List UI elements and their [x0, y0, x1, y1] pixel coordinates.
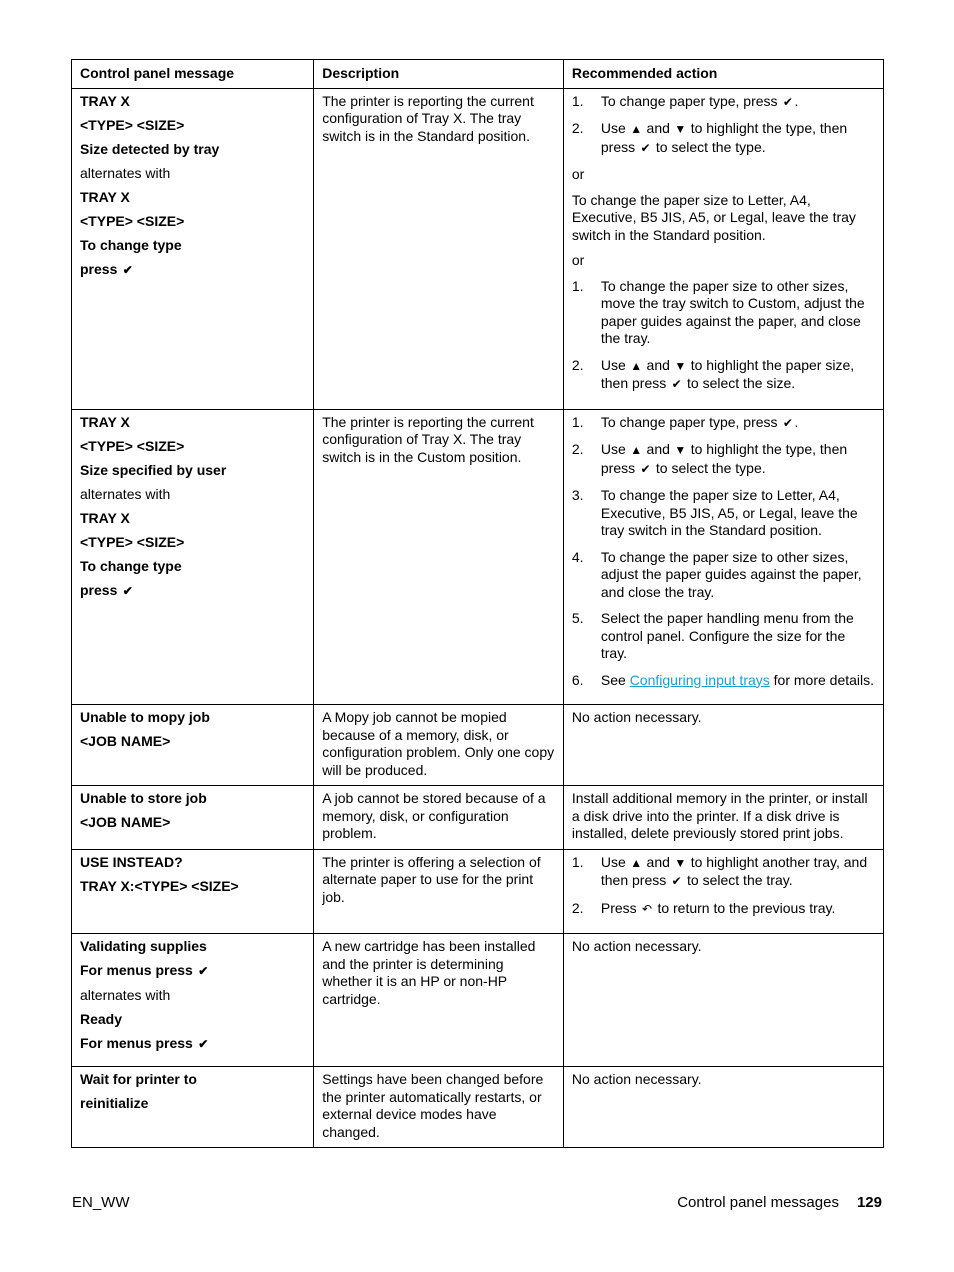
message-cell: [72, 1067, 314, 1148]
message-line: To change type: [80, 236, 182, 253]
description-cell: A Mopy job cannot be mopied because of a memory, disk, or configuration problem. Only one copy will be produced.: [314, 705, 564, 786]
step-text: [601, 900, 875, 919]
header-action: Recommended action: [563, 60, 883, 89]
step-text-part: and: [642, 441, 674, 457]
step-text-part: to highlight another tray, and then press: [600, 853, 868, 888]
message-cell: [72, 849, 314, 934]
step-number: 2.: [571, 441, 584, 457]
action-paragraph: To change the paper size to Letter, A4, Executive, B5 JIS, A5, or Legal, leave the tray switch in the Standard position.: [571, 191, 856, 243]
step-text-part: to highlight the type, then press: [600, 441, 848, 476]
checkmark-icon: ✔: [198, 964, 209, 978]
up-arrow-icon: ▲: [630, 358, 643, 373]
message-line: <TYPE> <SIZE>: [80, 212, 185, 229]
message-line: [80, 582, 305, 600]
message-text: For menus press: [80, 962, 193, 978]
step-number: 2.: [571, 120, 584, 136]
message-text: For menus press: [80, 1035, 193, 1051]
down-arrow-icon: ▼: [674, 855, 687, 870]
message-line: <JOB NAME>: [80, 814, 171, 830]
message-line: Validating supplies: [80, 938, 207, 954]
message-cell: [72, 88, 314, 409]
table-row: [72, 1067, 884, 1148]
header-message: Control panel message: [72, 60, 314, 89]
message-line: reinitialize: [80, 1095, 149, 1111]
step-number: 5.: [571, 610, 584, 626]
configuring-input-trays-link[interactable]: Configuring input trays: [629, 671, 770, 688]
step-text-part: and: [642, 120, 674, 136]
action-paragraph: or: [571, 166, 585, 182]
message-line: Size detected by tray: [80, 140, 220, 157]
message-line: TRAY X: [80, 188, 130, 205]
checkmark-icon: ✔: [640, 461, 651, 476]
message-line: Unable to mopy job: [80, 709, 210, 725]
message-cell: [72, 786, 314, 850]
action-step: [572, 414, 875, 433]
message-line: <TYPE> <SIZE>: [80, 437, 185, 454]
action-cell: [563, 88, 883, 409]
control-panel-messages-table: [71, 59, 884, 1148]
step-number: 6.: [571, 671, 584, 688]
step-text-part: To change paper type, press: [600, 413, 782, 430]
step-text-part: Press: [600, 899, 641, 916]
description-cell: The printer is reporting the current configuration of Tray X. The tray switch is in the Standard position.: [314, 88, 564, 409]
checkmark-icon: ✔: [671, 377, 682, 391]
message-line: <JOB NAME>: [80, 733, 171, 749]
step-number: 2.: [571, 899, 584, 916]
action-step: [572, 120, 875, 157]
description-cell: A new cartridge has been installed and the printer is determining whether it is an HP or non-HP cartridge.: [314, 934, 564, 1067]
step-text: [601, 357, 875, 394]
step-number: 1.: [571, 277, 584, 294]
message-line: [80, 962, 305, 980]
message-line: alternates with: [80, 485, 171, 502]
table-row: [72, 705, 884, 786]
step-text-part: for more details.: [769, 671, 875, 688]
message-line: TRAY X: [80, 509, 130, 526]
table-row: [72, 88, 884, 409]
up-arrow-icon: ▲: [630, 122, 643, 136]
step-text-part: to select the type.: [652, 459, 766, 476]
action-step: [572, 441, 875, 478]
action-step: [572, 672, 875, 690]
message-line: alternates with: [80, 164, 171, 181]
step-text-part: .: [794, 92, 799, 109]
description-cell: A job cannot be stored because of a memory, disk, or configuration problem.: [314, 786, 564, 850]
step-number: 2.: [571, 356, 584, 373]
step-number: 4.: [571, 548, 584, 565]
down-arrow-icon: ▼: [674, 443, 687, 457]
message-line: TRAY X: [80, 92, 130, 109]
action-cell: No action necessary.: [563, 705, 883, 786]
action-cell: [563, 409, 883, 705]
description-cell: The printer is offering a selection of alternate paper to use for the print job.: [314, 849, 564, 934]
checkmark-icon: ✔: [782, 415, 793, 430]
up-arrow-icon: ▲: [630, 855, 643, 870]
page-number: 129: [856, 1194, 882, 1211]
step-number: 1.: [571, 92, 584, 109]
step-text-part: to highlight the type, then press: [600, 120, 848, 155]
message-line: Unable to store job: [80, 790, 207, 806]
step-text: [601, 120, 875, 157]
message-line: <TYPE> <SIZE>: [80, 116, 185, 133]
step-text-part: to select the size.: [683, 375, 796, 391]
down-arrow-icon: ▼: [674, 358, 687, 373]
table-row: [72, 934, 884, 1067]
footer-section-title: Control panel messages: [677, 1194, 839, 1211]
step-text: To change the paper size to Letter, A4, Executive, B5 JIS, A5, or Legal, leave the tray switch in the Standard position.: [600, 487, 858, 538]
message-line: alternates with: [80, 987, 171, 1003]
message-text: press: [80, 260, 118, 277]
step-text-part: and: [642, 853, 674, 870]
action-step: [572, 900, 875, 919]
action-cell: [563, 849, 883, 934]
step-text-part: Use: [600, 356, 630, 373]
step-text-part: Use: [600, 853, 630, 870]
message-line: [80, 261, 305, 279]
action-step: [572, 854, 875, 891]
action-step: [572, 549, 875, 602]
action-cell: No action necessary.: [563, 934, 883, 1067]
message-line: TRAY X:<TYPE> <SIZE>: [80, 877, 239, 894]
message-line: To change type: [80, 557, 182, 574]
step-text: [601, 672, 875, 690]
step-text-part: to return to the previous tray.: [653, 899, 836, 916]
message-cell: [72, 705, 314, 786]
message-line: Size specified by user: [80, 461, 227, 478]
step-text-part: To change paper type, press: [600, 92, 782, 109]
step-text: [601, 93, 875, 112]
message-line: TRAY X: [80, 413, 130, 430]
checkmark-icon: ✔: [640, 140, 651, 155]
footer-section: [677, 1194, 882, 1211]
message-line: Wait for printer to: [80, 1071, 197, 1087]
checkmark-icon: ✔: [671, 874, 682, 888]
step-text-part: Use: [600, 441, 630, 457]
checkmark-icon: ✔: [198, 1037, 209, 1051]
step-text-part: to select the type.: [652, 138, 766, 155]
step-text: [601, 441, 875, 478]
step-text-part: and: [642, 356, 674, 373]
message-line: Ready: [80, 1011, 123, 1027]
description-cell: Settings have been changed before the printer automatically restarts, or external device modes have changed.: [314, 1067, 564, 1148]
step-text-part: .: [794, 413, 799, 430]
action-step: [572, 610, 875, 663]
table-row: [72, 786, 884, 850]
action-cell: Install additional memory in the printer, or install a disk drive into the printer. If a disk drive is installed, delete previously stored print jobs.: [563, 786, 883, 850]
footer-doc-code: EN_WW: [72, 1194, 130, 1211]
action-paragraph: or: [571, 252, 585, 268]
step-text-part: to highlight the paper size, then press: [600, 356, 855, 391]
checkmark-icon: ✔: [782, 94, 793, 109]
checkmark-icon: ✔: [122, 583, 133, 598]
action-step: [572, 357, 875, 394]
step-text: [601, 854, 875, 891]
step-text-part: to select the tray.: [683, 872, 793, 888]
message-line: <TYPE> <SIZE>: [80, 533, 185, 550]
step-text-part: See: [600, 671, 630, 688]
header-description: Description: [314, 60, 564, 89]
description-cell: The printer is reporting the current configuration of Tray X. The tray switch is in the Custom position.: [314, 409, 564, 705]
step-text: To change the paper size to other sizes, move the tray switch to Custom, adjust the paper guides against the paper, and close the tray.: [600, 277, 865, 346]
up-arrow-icon: ▲: [630, 443, 643, 457]
table-row: [72, 409, 884, 705]
step-number: 3.: [571, 487, 584, 503]
step-text: [601, 414, 875, 433]
message-line: USE INSTEAD?: [80, 853, 183, 870]
step-number: 1.: [571, 853, 584, 870]
action-cell: No action necessary.: [563, 1067, 883, 1148]
step-number: 1.: [571, 413, 584, 430]
down-arrow-icon: ▼: [674, 122, 687, 136]
step-text: To change the paper size to other sizes, adjust the paper guides against the paper, and close the tray.: [600, 548, 862, 600]
checkmark-icon: ✔: [122, 262, 133, 277]
message-text: press: [80, 581, 118, 598]
action-step: [572, 93, 875, 112]
back-arrow-icon: ↶: [642, 901, 653, 916]
action-step: [572, 487, 875, 540]
action-step: [572, 278, 875, 348]
message-cell: [72, 934, 314, 1067]
table-header-row: [72, 60, 884, 89]
step-text: Select the paper handling menu from the control panel. Configure the size for the tray.: [600, 610, 854, 661]
table-row: [72, 849, 884, 934]
step-text-part: Use: [600, 120, 630, 136]
message-line: [80, 1035, 305, 1053]
message-cell: [72, 409, 314, 705]
